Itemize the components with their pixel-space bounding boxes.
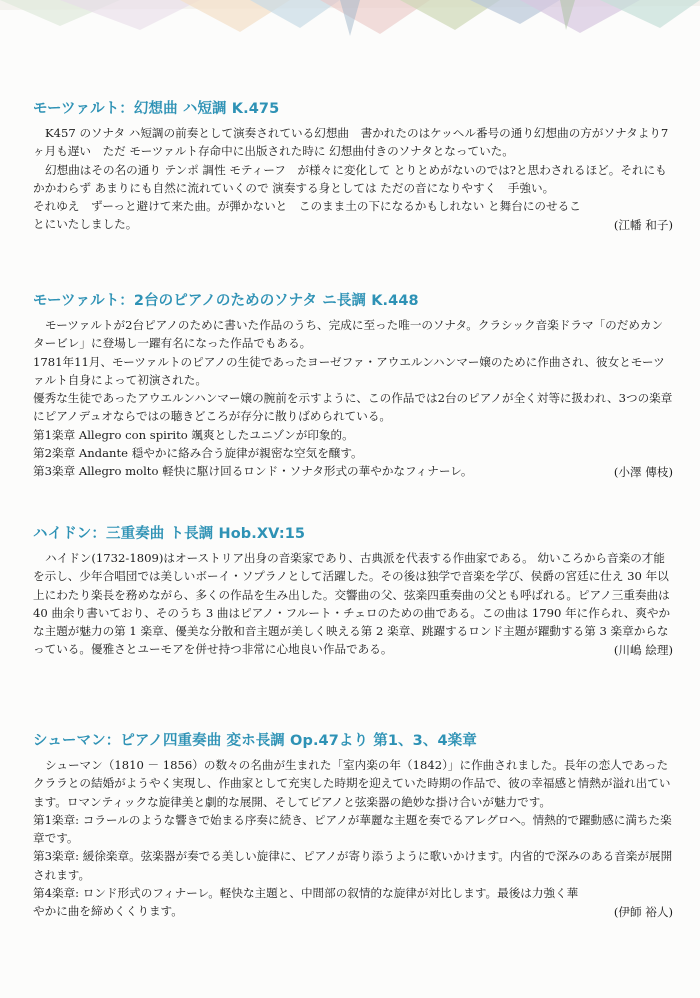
- movement-description: 第4楽章: ロンド形式のフィナーレ。軽快な主題と、中間部の叙情的な旋律が対比します。最後は力強く華やかに曲を締めくくります。: [33, 886, 579, 919]
- note-paragraph: 1781年11月、モーツァルトのピアノの生徒であったヨーゼファ・アウエルンハンマー嬢のために作曲され、彼女とモーツァルト自身によって初演された。: [33, 354, 665, 387]
- note-paragraph: モーツァルトが2台ピアノのために書いた作品のうち、完成に至った唯一のソナタ。クラシック音楽ドラマ「のだめカンタービレ」に登場し一躍有名になった作品でもある。: [33, 318, 664, 351]
- piece-title: モーツァルト：2台のピアノのためのソナタ ニ長調 K.448: [33, 293, 419, 309]
- movement-line: 第1楽章 Allegro con spirito 颯爽としたユニゾンが印象的。: [33, 427, 354, 442]
- decorative-watercolor-banner: [0, 0, 700, 36]
- program-note-mozart-fantasy: [33, 100, 673, 234]
- program-note-mozart-sonata: [33, 292, 673, 481]
- note-author: (江幡 和子): [613, 217, 673, 232]
- movement-description: 第3楽章: 緩徐楽章。弦楽器が奏でる美しい旋律に、ピアノが寄り添うように歌いかけます。内省的で深みのある音楽が展開されます。: [33, 849, 673, 882]
- note-paragraph: それゆえ ずーっと避けて来た曲。が弾かないと このまま土の下になるかもしれない と舞台にのせることにいたしました。: [33, 199, 581, 232]
- note-paragraph: 優秀な生徒であったアウエルンハンマー嬢の腕前を示すように、この作品では2台のピアノが全く対等に扱われ、3つの楽章にピアノデュオならではの聴きどころが存分に散りばめられている。: [33, 391, 673, 424]
- note-paragraph: 幻想曲はその名の通り テンポ 調性 モティーフ が様々に変化して とりとめがないのでは?と思わされるほど。それにもかかわらず あまりにも自然に流れていくので 演奏する身としては ただの音になりやすく 手強い。: [33, 162, 667, 195]
- note-author: (小澤 傳枝): [613, 464, 673, 479]
- program-note-schumann-quartet: [33, 732, 673, 921]
- note-author: (伊師 裕人): [613, 904, 673, 919]
- program-note-haydn-trio: [33, 525, 673, 659]
- note-paragraph: シューマン（1810 － 1856）の数々の名曲が生まれた「室内楽の年（1842）」に作曲されました。長年の恋人であったクララとの結婚がようやく実現し、作曲家として充実した時期を迎えていた時期の作品で、彼の幸福感と情熱が溢れ出ています。ロマンティックな旋律美と劇的な展開、そしてピアノと弦楽器の絶妙な掛け合いが魅力です。: [33, 758, 671, 809]
- note-paragraph: ハイドン(1732-1809)はオーストリア出身の音楽家であり、古典派を代表する作曲家である。 幼いころから音楽の才能を示し、少年合唱団では美しいボーイ・ソプラノとして活躍した。その後は独学で音楽を学び、侯爵の宮廷に仕え 30 年以上にわたり楽長を務めながら、多くの作品を生み出した。交響曲の父、弦楽四重奏曲の父とも呼ばれる。ピアノ三重奏曲は 40 曲余り書いており、そのうち 3 曲はピアノ・フルート・チェロのための曲である。この曲は 1790 年に作られ、爽やかな主題が魅力の第 1 楽章、優美な分散和音主題が美しく映える第 2 楽章、跳躍するロンド主題が躍動する第 3 楽章からなっている。優雅さとユーモアを併せ持つ非常に心地良い作品である。: [33, 551, 671, 657]
- piece-title: ハイドン：三重奏曲 ト長調 Hob.XV:15: [33, 526, 306, 542]
- piece-title: シューマン：ピアノ四重奏曲 変ホ長調 Op.47より 第1、3、4楽章: [33, 733, 477, 749]
- movement-line: 第2楽章 Andante 穏やかに絡み合う旋律が親密な空気を醸す。: [33, 446, 363, 461]
- note-author: (川嶋 絵理): [613, 642, 673, 657]
- movement-description: 第1楽章: コラールのような響きで始まる序奏に続き、ピアノが華麗な主題を奏でるアレグロへ。情熱的で躍動感に満ちた楽章です。: [33, 812, 672, 846]
- movement-line: 第3楽章 Allegro molto 軽快に駆け回るロンド・ソナタ形式の華やかなフィナーレ。: [33, 464, 473, 479]
- piece-title: モーツァルト：幻想曲 ハ短調 K.475: [33, 101, 280, 117]
- note-paragraph: K457 のソナタ ハ短調の前奏として演奏されている幻想曲 書かれたのはケッヘル番号の通り幻想曲の方がソナタより7ヶ月も遅い ただ モーツァルト存命中に出版された時に 幻想曲付きのソナタとなっていた。: [33, 126, 669, 159]
